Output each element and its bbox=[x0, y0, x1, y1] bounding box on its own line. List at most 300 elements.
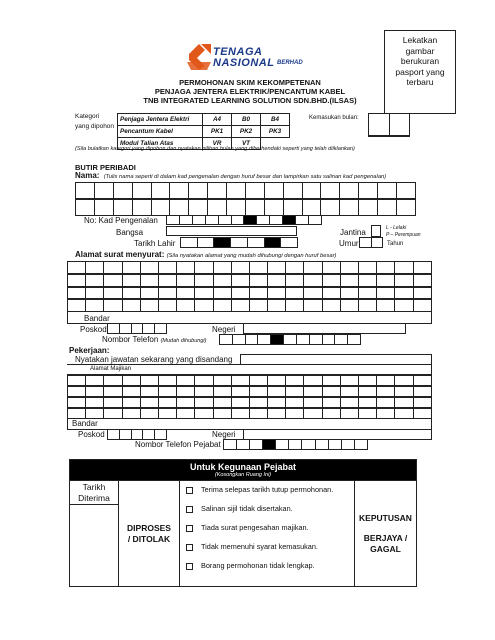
checkbox[interactable] bbox=[186, 525, 193, 532]
logo-word-nasional: NASIONAL bbox=[213, 57, 275, 69]
checklist-cell bbox=[180, 481, 355, 587]
char-box[interactable] bbox=[158, 287, 176, 299]
checkbox[interactable] bbox=[186, 506, 193, 513]
char-box[interactable] bbox=[304, 398, 322, 408]
char-box[interactable] bbox=[189, 200, 208, 216]
char-box[interactable] bbox=[231, 376, 249, 386]
job-postcode-boxes[interactable] bbox=[107, 429, 167, 440]
address-line[interactable] bbox=[67, 397, 432, 408]
char-box[interactable] bbox=[94, 200, 113, 216]
char-box[interactable] bbox=[177, 300, 195, 312]
char-box[interactable] bbox=[122, 287, 140, 299]
char-box[interactable] bbox=[195, 287, 213, 299]
char-box[interactable] bbox=[377, 409, 395, 419]
char-box[interactable] bbox=[208, 200, 227, 216]
char-box[interactable] bbox=[340, 200, 359, 216]
char-box[interactable] bbox=[213, 287, 231, 299]
char-box[interactable] bbox=[231, 300, 249, 312]
phone-boxes[interactable] bbox=[219, 334, 361, 345]
char-box[interactable] bbox=[122, 398, 140, 408]
char-box[interactable] bbox=[213, 409, 231, 419]
char-box[interactable] bbox=[395, 387, 413, 397]
char-box[interactable] bbox=[195, 387, 213, 397]
char-box[interactable] bbox=[340, 376, 358, 386]
char-box[interactable] bbox=[286, 376, 304, 386]
char-box[interactable] bbox=[377, 300, 395, 312]
char-box[interactable] bbox=[167, 216, 180, 225]
char-box[interactable] bbox=[104, 409, 122, 419]
job-section-title: Pekerjaan: bbox=[69, 346, 110, 355]
char-box[interactable] bbox=[257, 216, 270, 225]
char-box[interactable] bbox=[281, 238, 298, 248]
char-box[interactable] bbox=[304, 274, 322, 286]
char-box[interactable] bbox=[140, 409, 158, 419]
char-box[interactable] bbox=[302, 200, 321, 216]
char-box[interactable] bbox=[158, 409, 176, 419]
char-box[interactable] bbox=[151, 183, 170, 199]
char-box[interactable] bbox=[249, 387, 267, 397]
char-box[interactable] bbox=[396, 183, 415, 199]
char-box[interactable] bbox=[395, 262, 413, 274]
char-box[interactable] bbox=[231, 387, 249, 397]
char-box[interactable] bbox=[340, 387, 358, 397]
category-option[interactable]: PK2 bbox=[232, 126, 261, 138]
char-box[interactable] bbox=[378, 183, 397, 199]
char-box[interactable] bbox=[113, 200, 132, 216]
char-box[interactable] bbox=[245, 200, 264, 216]
char-box[interactable] bbox=[94, 183, 113, 199]
char-box[interactable] bbox=[86, 274, 104, 286]
char-box[interactable] bbox=[268, 300, 286, 312]
char-box[interactable] bbox=[140, 387, 158, 397]
address-grid[interactable] bbox=[67, 261, 432, 312]
char-box[interactable] bbox=[413, 287, 431, 299]
char-box[interactable] bbox=[263, 440, 276, 450]
char-box[interactable] bbox=[231, 409, 249, 419]
char-box[interactable] bbox=[395, 409, 413, 419]
char-box[interactable] bbox=[286, 274, 304, 286]
char-box[interactable] bbox=[224, 440, 237, 450]
char-box[interactable] bbox=[195, 398, 213, 408]
char-box[interactable] bbox=[231, 238, 248, 248]
address-line[interactable] bbox=[67, 375, 432, 386]
char-box[interactable] bbox=[268, 409, 286, 419]
char-box[interactable] bbox=[76, 183, 95, 199]
logo-word-berhad: BERHAD bbox=[277, 60, 303, 66]
char-box[interactable] bbox=[378, 200, 397, 216]
char-box[interactable] bbox=[283, 200, 302, 216]
processed-label: DIPROSES / DITOLAK bbox=[127, 522, 171, 544]
char-box[interactable] bbox=[108, 430, 120, 440]
char-box[interactable] bbox=[237, 440, 250, 450]
char-box[interactable] bbox=[276, 440, 289, 450]
char-box[interactable] bbox=[86, 300, 104, 312]
char-box[interactable] bbox=[177, 398, 195, 408]
char-box[interactable] bbox=[131, 324, 143, 334]
char-box[interactable] bbox=[68, 387, 86, 397]
category-option[interactable]: VR bbox=[203, 138, 232, 150]
char-box[interactable] bbox=[195, 376, 213, 386]
char-box[interactable] bbox=[213, 262, 231, 274]
char-box[interactable] bbox=[104, 287, 122, 299]
char-box[interactable] bbox=[249, 300, 267, 312]
char-box[interactable] bbox=[177, 376, 195, 386]
logo-word-tenaga: TENAGA bbox=[213, 46, 263, 58]
char-box[interactable] bbox=[250, 440, 263, 450]
char-box[interactable] bbox=[170, 183, 189, 199]
char-box[interactable] bbox=[231, 287, 249, 299]
char-box[interactable] bbox=[395, 300, 413, 312]
char-box[interactable] bbox=[231, 216, 244, 225]
char-box[interactable] bbox=[395, 398, 413, 408]
char-box[interactable] bbox=[177, 287, 195, 299]
char-box[interactable] bbox=[132, 200, 151, 216]
char-box[interactable] bbox=[155, 430, 167, 440]
char-box[interactable] bbox=[179, 216, 192, 225]
char-box[interactable] bbox=[249, 262, 267, 274]
char-box[interactable] bbox=[359, 376, 377, 386]
char-box[interactable] bbox=[158, 387, 176, 397]
employer-field[interactable] bbox=[67, 364, 432, 375]
char-box[interactable] bbox=[340, 262, 358, 274]
char-box[interactable] bbox=[413, 387, 431, 397]
category-option[interactable]: B4 bbox=[261, 114, 290, 126]
char-box[interactable] bbox=[315, 440, 328, 450]
char-box[interactable] bbox=[205, 216, 218, 225]
city-label: Bandar bbox=[84, 314, 110, 323]
intake-month-boxes[interactable] bbox=[368, 113, 410, 137]
char-box[interactable] bbox=[245, 335, 258, 345]
char-box[interactable] bbox=[341, 440, 354, 450]
ic-number-boxes[interactable] bbox=[166, 215, 322, 225]
char-box[interactable] bbox=[86, 387, 104, 397]
char-box[interactable] bbox=[231, 262, 249, 274]
char-box[interactable] bbox=[245, 183, 264, 199]
char-box[interactable] bbox=[377, 387, 395, 397]
char-box[interactable] bbox=[132, 183, 151, 199]
char-box[interactable] bbox=[270, 216, 283, 225]
name-grid[interactable] bbox=[75, 182, 416, 216]
char-box[interactable] bbox=[195, 409, 213, 419]
char-box[interactable] bbox=[413, 376, 431, 386]
char-box[interactable] bbox=[208, 183, 227, 199]
race-field[interactable] bbox=[166, 226, 297, 236]
char-box[interactable] bbox=[268, 387, 286, 397]
char-box[interactable] bbox=[413, 274, 431, 286]
char-box[interactable] bbox=[122, 262, 140, 274]
char-box[interactable] bbox=[195, 262, 213, 274]
char-box[interactable] bbox=[322, 387, 340, 397]
char-box[interactable] bbox=[296, 335, 309, 345]
char-box[interactable] bbox=[68, 300, 86, 312]
char-box[interactable] bbox=[377, 262, 395, 274]
char-box[interactable] bbox=[140, 262, 158, 274]
char-box[interactable] bbox=[181, 238, 198, 248]
char-box[interactable] bbox=[104, 387, 122, 397]
char-box[interactable] bbox=[143, 324, 155, 334]
char-box[interactable] bbox=[286, 300, 304, 312]
char-box[interactable] bbox=[322, 409, 340, 419]
char-box[interactable] bbox=[119, 430, 131, 440]
char-box[interactable] bbox=[268, 262, 286, 274]
passport-photo-box[interactable] bbox=[384, 30, 456, 114]
char-box[interactable] bbox=[131, 430, 143, 440]
char-box[interactable] bbox=[122, 376, 140, 386]
char-box[interactable] bbox=[340, 287, 358, 299]
char-box[interactable] bbox=[170, 200, 189, 216]
category-option[interactable]: PK3 bbox=[261, 126, 290, 138]
char-box[interactable] bbox=[302, 440, 315, 450]
char-box[interactable] bbox=[218, 216, 231, 225]
dob-boxes[interactable] bbox=[180, 237, 298, 248]
char-box[interactable] bbox=[377, 274, 395, 286]
char-box[interactable] bbox=[359, 274, 377, 286]
employer-address-grid[interactable] bbox=[67, 375, 432, 419]
char-box[interactable] bbox=[249, 376, 267, 386]
char-box[interactable] bbox=[359, 183, 378, 199]
date-received-field[interactable] bbox=[70, 505, 119, 587]
char-box[interactable] bbox=[249, 398, 267, 408]
char-box[interactable] bbox=[328, 440, 341, 450]
char-box[interactable] bbox=[122, 387, 140, 397]
passport-photo-instruction: Lekatkan gambar berukuran pasport yang terbaru bbox=[395, 35, 445, 87]
char-box[interactable] bbox=[158, 262, 176, 274]
address-line[interactable] bbox=[67, 386, 432, 397]
char-box[interactable] bbox=[264, 183, 283, 199]
char-box[interactable] bbox=[395, 376, 413, 386]
char-box[interactable] bbox=[140, 376, 158, 386]
char-box[interactable] bbox=[68, 262, 86, 274]
char-box[interactable] bbox=[340, 398, 358, 408]
checkbox[interactable] bbox=[186, 544, 193, 551]
char-box[interactable] bbox=[195, 300, 213, 312]
char-box[interactable] bbox=[158, 376, 176, 386]
char-box[interactable] bbox=[104, 398, 122, 408]
char-box[interactable] bbox=[231, 274, 249, 286]
char-box[interactable] bbox=[158, 300, 176, 312]
char-box[interactable] bbox=[377, 287, 395, 299]
char-box[interactable] bbox=[359, 300, 377, 312]
char-box[interactable] bbox=[220, 335, 233, 345]
char-box[interactable] bbox=[258, 335, 271, 345]
char-box[interactable] bbox=[322, 398, 340, 408]
name-label: Nama: bbox=[75, 171, 100, 180]
char-box[interactable] bbox=[68, 398, 86, 408]
char-box[interactable] bbox=[322, 376, 340, 386]
category-option[interactable]: A4 bbox=[203, 114, 232, 126]
char-box[interactable] bbox=[140, 274, 158, 286]
char-box[interactable] bbox=[348, 335, 361, 345]
char-box[interactable] bbox=[302, 183, 321, 199]
address-line[interactable] bbox=[67, 261, 432, 274]
char-box[interactable] bbox=[296, 216, 309, 225]
state-field[interactable] bbox=[243, 323, 406, 334]
category-option[interactable]: VT bbox=[232, 138, 261, 150]
decision-cell bbox=[355, 481, 417, 587]
char-box[interactable] bbox=[140, 300, 158, 312]
char-box[interactable] bbox=[289, 440, 302, 450]
char-box[interactable] bbox=[104, 376, 122, 386]
char-box[interactable] bbox=[395, 274, 413, 286]
char-box[interactable] bbox=[140, 287, 158, 299]
char-box[interactable] bbox=[359, 398, 377, 408]
char-box[interactable] bbox=[122, 274, 140, 286]
char-box[interactable] bbox=[68, 287, 86, 299]
category-row bbox=[118, 126, 290, 138]
char-box[interactable] bbox=[413, 300, 431, 312]
char-box[interactable] bbox=[113, 183, 132, 199]
char-box[interactable] bbox=[284, 335, 297, 345]
char-box[interactable] bbox=[264, 238, 281, 248]
char-box[interactable] bbox=[189, 183, 208, 199]
gender-field[interactable] bbox=[371, 225, 381, 237]
char-box[interactable] bbox=[304, 387, 322, 397]
char-box[interactable] bbox=[286, 398, 304, 408]
char-box[interactable] bbox=[158, 398, 176, 408]
char-box[interactable] bbox=[340, 183, 359, 199]
date-received-text: Tarikh Diterima bbox=[78, 481, 110, 503]
char-box[interactable] bbox=[395, 287, 413, 299]
char-box[interactable] bbox=[286, 409, 304, 419]
char-box[interactable] bbox=[322, 287, 340, 299]
char-box[interactable] bbox=[359, 200, 378, 216]
char-box[interactable] bbox=[158, 274, 176, 286]
char-box[interactable] bbox=[140, 398, 158, 408]
char-box[interactable] bbox=[86, 262, 104, 274]
char-box[interactable] bbox=[268, 287, 286, 299]
char-box[interactable] bbox=[143, 430, 155, 440]
category-option[interactable]: PK1 bbox=[203, 126, 232, 138]
char-box[interactable] bbox=[177, 274, 195, 286]
checkbox[interactable] bbox=[186, 487, 193, 494]
char-box[interactable] bbox=[335, 335, 348, 345]
age-boxes[interactable] bbox=[359, 237, 383, 248]
char-box[interactable] bbox=[340, 300, 358, 312]
char-box[interactable] bbox=[322, 274, 340, 286]
char-box[interactable] bbox=[104, 300, 122, 312]
char-box[interactable] bbox=[271, 335, 284, 345]
char-box[interactable] bbox=[304, 262, 322, 274]
char-box[interactable] bbox=[264, 200, 283, 216]
char-box[interactable] bbox=[304, 287, 322, 299]
char-box[interactable] bbox=[86, 409, 104, 419]
char-box[interactable] bbox=[192, 216, 205, 225]
char-box[interactable] bbox=[249, 274, 267, 286]
char-box[interactable] bbox=[232, 335, 245, 345]
checkbox[interactable] bbox=[186, 563, 193, 570]
char-box[interactable] bbox=[104, 262, 122, 274]
char-box[interactable] bbox=[249, 287, 267, 299]
char-box[interactable] bbox=[322, 335, 335, 345]
char-box[interactable] bbox=[304, 409, 322, 419]
name-grid-row[interactable] bbox=[75, 199, 416, 216]
char-box[interactable] bbox=[195, 274, 213, 286]
char-box[interactable] bbox=[354, 440, 367, 450]
char-box[interactable] bbox=[227, 183, 246, 199]
char-box[interactable] bbox=[76, 200, 95, 216]
char-box[interactable] bbox=[122, 409, 140, 419]
char-box[interactable] bbox=[151, 200, 170, 216]
char-box[interactable] bbox=[268, 398, 286, 408]
postcode-boxes[interactable] bbox=[107, 323, 167, 334]
char-box[interactable] bbox=[309, 335, 322, 345]
char-box[interactable] bbox=[213, 376, 231, 386]
char-box[interactable] bbox=[249, 409, 267, 419]
char-box[interactable] bbox=[396, 200, 415, 216]
char-box[interactable] bbox=[177, 262, 195, 274]
char-box[interactable] bbox=[304, 376, 322, 386]
char-box[interactable] bbox=[197, 238, 214, 248]
char-box[interactable] bbox=[377, 376, 395, 386]
char-box[interactable] bbox=[308, 216, 321, 225]
char-box[interactable] bbox=[283, 183, 302, 199]
char-box[interactable] bbox=[268, 274, 286, 286]
char-box[interactable] bbox=[231, 398, 249, 408]
char-box[interactable] bbox=[177, 409, 195, 419]
char-box[interactable] bbox=[213, 387, 231, 397]
char-box[interactable] bbox=[286, 387, 304, 397]
char-box[interactable] bbox=[286, 262, 304, 274]
char-box[interactable] bbox=[359, 262, 377, 274]
char-box[interactable] bbox=[86, 398, 104, 408]
char-box[interactable] bbox=[68, 409, 86, 419]
char-box[interactable] bbox=[104, 274, 122, 286]
char-box[interactable] bbox=[68, 274, 86, 286]
char-box[interactable] bbox=[377, 398, 395, 408]
name-grid-row[interactable] bbox=[75, 182, 416, 199]
char-box[interactable] bbox=[247, 238, 264, 248]
char-box[interactable] bbox=[213, 300, 231, 312]
race-label: Bangsa bbox=[116, 228, 144, 237]
char-box[interactable] bbox=[119, 324, 131, 334]
char-box[interactable] bbox=[86, 376, 104, 386]
char-box[interactable] bbox=[413, 409, 431, 419]
char-box[interactable] bbox=[413, 262, 431, 274]
office-phone-boxes[interactable] bbox=[223, 439, 368, 450]
char-box[interactable] bbox=[321, 200, 340, 216]
char-box[interactable] bbox=[86, 287, 104, 299]
char-box[interactable] bbox=[177, 387, 195, 397]
char-box[interactable] bbox=[214, 238, 231, 248]
address-line[interactable] bbox=[67, 287, 432, 300]
char-box[interactable] bbox=[359, 409, 377, 419]
char-box[interactable] bbox=[283, 216, 296, 225]
char-box[interactable] bbox=[155, 324, 167, 334]
char-box[interactable] bbox=[413, 398, 431, 408]
char-box[interactable] bbox=[321, 183, 340, 199]
char-box[interactable] bbox=[322, 262, 340, 274]
char-box[interactable] bbox=[286, 287, 304, 299]
char-box[interactable] bbox=[359, 287, 377, 299]
char-box[interactable] bbox=[213, 398, 231, 408]
checklist-item bbox=[186, 485, 354, 504]
char-box[interactable] bbox=[340, 409, 358, 419]
char-box[interactable] bbox=[268, 376, 286, 386]
category-option[interactable]: B0 bbox=[232, 114, 261, 126]
char-box[interactable] bbox=[122, 300, 140, 312]
char-box[interactable] bbox=[108, 324, 120, 334]
char-box[interactable] bbox=[244, 216, 257, 225]
char-box[interactable] bbox=[227, 200, 246, 216]
char-box[interactable] bbox=[340, 274, 358, 286]
address-line[interactable] bbox=[67, 274, 432, 287]
char-box[interactable] bbox=[68, 376, 86, 386]
char-box[interactable] bbox=[304, 300, 322, 312]
char-box[interactable] bbox=[359, 387, 377, 397]
char-box[interactable] bbox=[322, 300, 340, 312]
char-box[interactable] bbox=[213, 274, 231, 286]
state-label: Negeri bbox=[212, 325, 236, 334]
